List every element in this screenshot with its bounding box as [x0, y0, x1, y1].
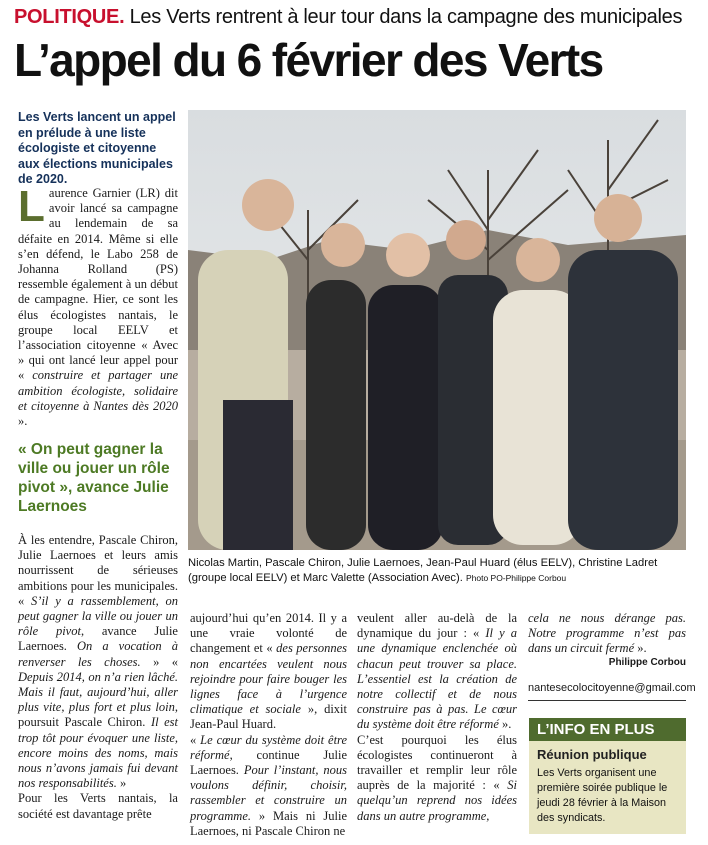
article-column-3: veulent aller au-delà de la dynamique du jour : « Il y a une dynamique enclenchée où chacun peut trouver sa place. L’essentiel est la création de notre collectif et de nous construire pas à pas. Le cœur du système doit être réformé ». C’est pourquoi les élus écologistes continueront à travailler et remplir leur rôle auprès de la majorité : « Si quelqu’un reprend nos idées dans un autre programme,: [357, 611, 517, 823]
info-box-header: L’INFO EN PLUS: [529, 718, 686, 741]
article-column-1-bottom: À les entendre, Pascale Chiron, Julie Laernoes et leurs amis nourrissent de sérieuses ambitions pour les municipales. « S’il y a rassemblement, on peut gagner la ville ou jouer un rôle pivot, avance Julie Laernoes. On a vocation à renverser les choses. » « Depuis 2014, on n’a rien lâché. Mais il faut, aujourd’hui, aller plus vite, plus fort et plus loin, poursuit Pascale Chiron. Il est trop tôt pour évoquer une liste, encore moins des noms, mais nous n’avons jamais fui devant nos responsabilités. » Pour les Verts nantais, la société est davantage prête: [18, 533, 179, 821]
headline: L’appel du 6 février des Verts: [14, 34, 603, 86]
info-box-text: Les Verts organisent une première soirée publique le jeudi 28 février à la Maison des syndicats.: [537, 767, 668, 824]
kicker-label: POLITIQUE.: [14, 6, 125, 28]
article-column-1-top: Laurence Garnier (LR) dit avoir lancé sa campagne au lendemain de sa défaite en 2014. Même si elle s’en défend, le Labo 258 de Johanna Rolland (PS) ressemble également à un début de campagne. Hier, ce sont les élus écologistes nantais, le groupe local EELV et l’association citoyenne « Avec » qui ont lancé leur appel pour « construire et partager une ambition écologiste, solidaire et citoyenne à Nantes dès 2020 ».: [18, 182, 178, 429]
photo-illustration: [188, 110, 686, 550]
kicker: [14, 6, 682, 29]
article-column-2: aujourd’hui qu’en 2014. Il y a une vraie volonté de changement et « des personnes non encartées veulent nous rejoindre pour faire bouger les lignes face à l’urgence climatique et sociale », dixit Jean-Paul Huard. « Le cœur du système doit être réformé, continue Julie Laernoes. Pour l’instant, nous voulons définir, choisir, rassembler et construire un programme. » Mais ni Julie Laernoes, ni Pascale Chiron ne: [190, 611, 348, 838]
photo-credit: Photo PO-Philippe Corbou: [465, 572, 567, 583]
kicker-text: Les Verts rentrent à leur tour dans la campagne des municipales: [129, 6, 683, 28]
contact-email: nantesecolocitoyenne@gmail.com: [528, 682, 686, 701]
group-photo: [188, 110, 686, 550]
subheading: « On peut gagner la ville ou jouer un rôle pivot », avance Julie Laernoes: [18, 441, 170, 515]
drop-cap: L: [18, 182, 45, 231]
info-box: [529, 718, 686, 834]
article-column-4: cela ne nous dérange pas. Notre programme n’est pas dans un circuit fermé ».: [528, 611, 686, 656]
info-box-title: Réunion publique: [537, 747, 647, 762]
lede: Les Verts lancent un appel en prélude à une liste écologiste et citoyenne aux élections municipales de 2020.: [18, 110, 176, 186]
author-signature: Philippe Corbou: [608, 657, 686, 668]
photo-caption: Nicolas Martin, Pascale Chiron, Julie Laernoes, Jean-Paul Huard (élus EELV), Christine Ladret (groupe local EELV) et Marc Valette (Association Avec). Photo PO-Philippe Corbou: [188, 557, 658, 584]
